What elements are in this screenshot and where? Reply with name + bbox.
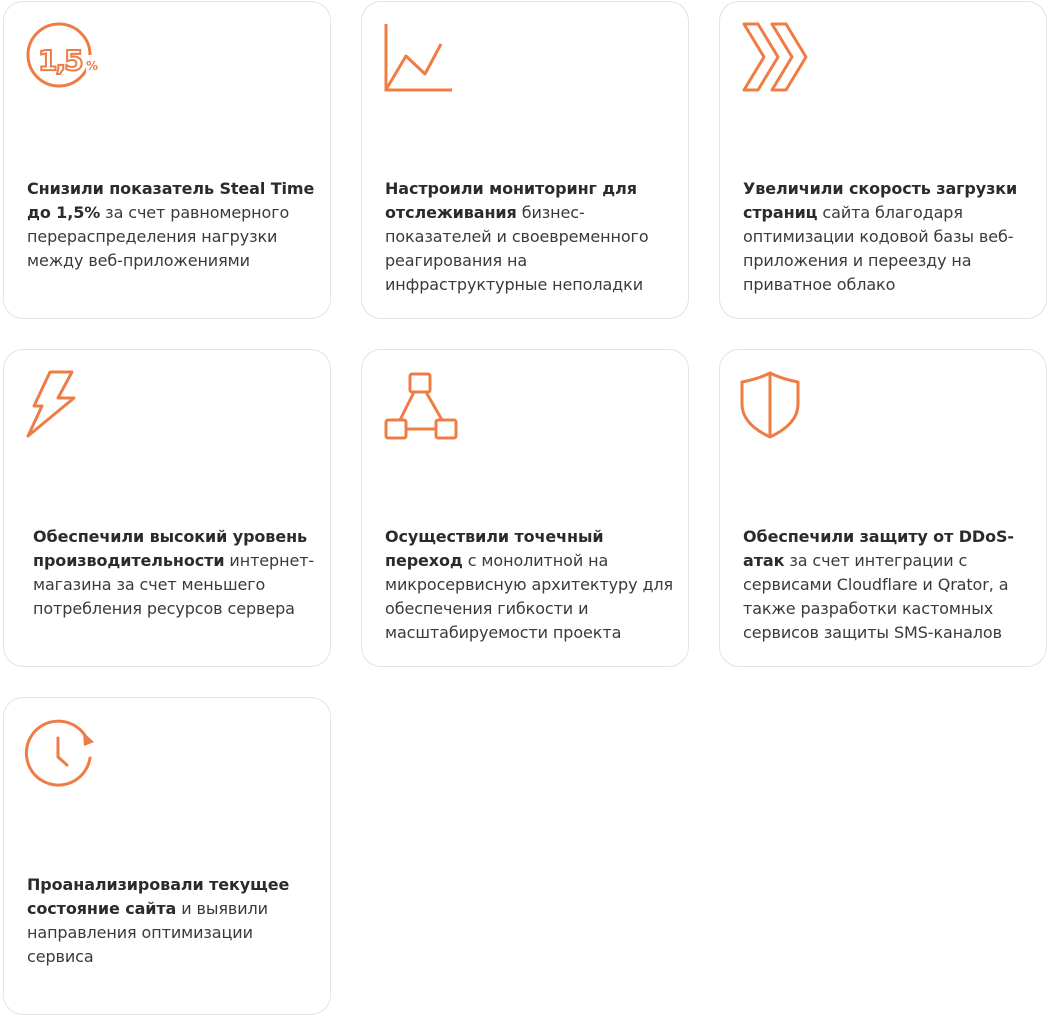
card-description: за счет равномерного перераспределения нагрузки между веб-приложениями bbox=[27, 203, 290, 270]
card-text bbox=[743, 177, 1033, 297]
card-description: с монолитной на микросервисную архитектуру для обеспечения гибкости и масштабируемости проекта bbox=[385, 551, 674, 642]
card-text bbox=[743, 525, 1033, 645]
feature-card-steal-time bbox=[3, 1, 331, 319]
percentage-badge-icon bbox=[26, 22, 116, 97]
feature-card-monitoring bbox=[361, 1, 689, 319]
badge-value: 1,5 bbox=[38, 44, 82, 77]
card-description: интернет-магазина за счет меньшего потребления ресурсов сервера bbox=[33, 551, 315, 618]
card-title: Обеспечили высокий уровень производительности bbox=[33, 527, 308, 570]
card-title: Обеспечили защиту от DDoS-атак bbox=[743, 527, 1014, 570]
card-text bbox=[385, 177, 675, 297]
badge-unit: % bbox=[86, 59, 99, 73]
line-chart-icon bbox=[384, 22, 474, 97]
feature-card-site-analysis bbox=[3, 697, 331, 1015]
shield-icon bbox=[742, 370, 832, 445]
card-title: Осуществили точечный переход bbox=[385, 527, 604, 570]
network-nodes-icon bbox=[384, 370, 474, 445]
card-description: бизнес-показателей и своевременного реагирования на инфраструктурные неполадки bbox=[385, 203, 649, 294]
card-text bbox=[385, 525, 675, 645]
lightning-icon bbox=[26, 370, 116, 445]
card-title: Настроили мониторинг для отслеживания bbox=[385, 179, 637, 222]
card-description: за счет интеграции с сервисами Cloudflare и Qrator, а также разработки кастомных сервисов защиты SMS-каналов bbox=[743, 551, 1009, 642]
card-text bbox=[27, 177, 317, 273]
double-chevron-right-icon bbox=[742, 22, 832, 97]
feature-card-page-speed bbox=[719, 1, 1047, 319]
card-title: Увеличили скорость загрузки страниц bbox=[743, 179, 1018, 222]
feature-card-ddos-protection bbox=[719, 349, 1047, 667]
card-description: и выявили направления оптимизации сервиса bbox=[27, 899, 268, 966]
card-title: Проанализировали текущее состояние сайта bbox=[27, 875, 290, 918]
clock-refresh-icon bbox=[26, 718, 116, 793]
card-text bbox=[27, 873, 317, 969]
feature-card-microservices bbox=[361, 349, 689, 667]
card-text bbox=[33, 525, 323, 621]
card-description: сайта благодаря оптимизации кодовой базы веб-приложения и переезду на приватное облако bbox=[743, 203, 1014, 294]
feature-card-performance bbox=[3, 349, 331, 667]
card-title: Снизили показатель Steal Time до 1,5% bbox=[27, 179, 315, 222]
